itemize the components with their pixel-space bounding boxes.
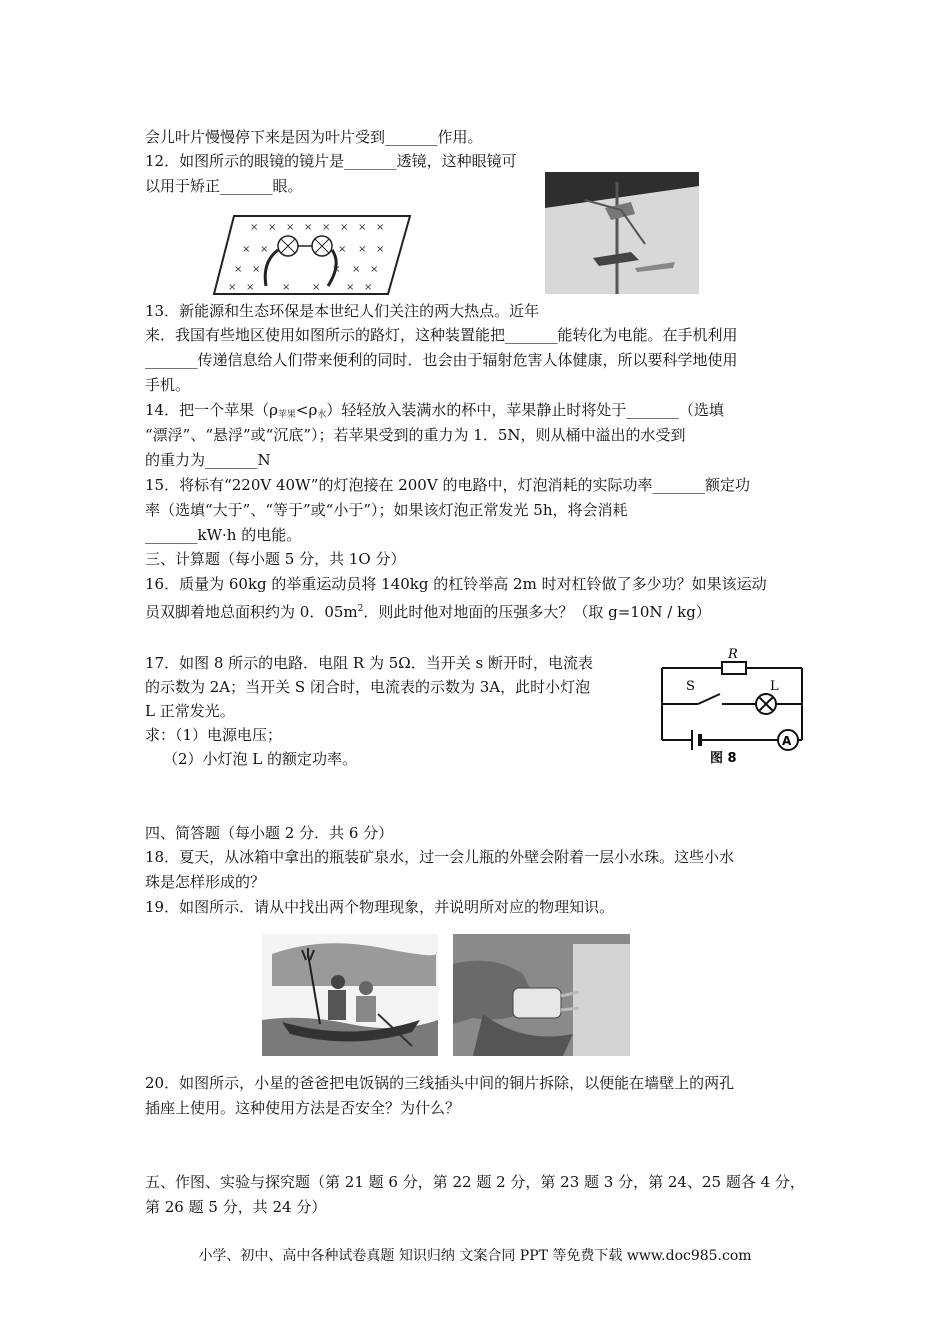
plug-photo — [453, 934, 630, 1056]
text-line: 会儿叶片慢慢停下来是因为叶片受到_______作用。 — [145, 128, 483, 146]
text-line: （2）小灯泡 L 的额定功率。 — [163, 750, 358, 768]
svg-text:×: × — [376, 244, 385, 255]
svg-text:×: × — [332, 264, 341, 275]
question-18: 18．夏天，从冰箱中拿出的瓶装矿泉水，过一会儿瓶的外壁会附着一层小水珠。这些小水 — [145, 848, 735, 866]
svg-text:×: × — [338, 244, 347, 255]
section-heading-3: 三、计算题（每小题 5 分，共 1O 分） — [145, 550, 406, 568]
page-footer: 小学、初中、高中各种试卷真题 知识归纳 文案合同 PPT 等免费下载 www.doc985.com — [198, 1248, 752, 1264]
text-line: 求：（1）电源电压； — [145, 726, 283, 744]
svg-text:×: × — [376, 222, 385, 233]
lamp-label: L — [770, 679, 779, 694]
svg-text:×: × — [250, 222, 259, 233]
svg-text:×: × — [268, 222, 277, 233]
question-17: 17．如图 8 所示的电路．电阻 R 为 5Ω．当开关 s 断开时，电流表 — [145, 654, 593, 672]
question-14 — [145, 399, 724, 426]
question-20: 20．如图所示，小星的爸爸把电饭锅的三线插头中间的铜片拆除，以便能在墙壁上的两孔 — [145, 1074, 735, 1092]
svg-text:×: × — [358, 244, 367, 255]
svg-text:×: × — [370, 264, 379, 275]
svg-text:×: × — [286, 222, 295, 233]
text-line: L 正常发光。 — [145, 702, 235, 720]
svg-text:×: × — [242, 244, 251, 255]
svg-text:×: × — [252, 264, 261, 275]
subscript-water: 水 — [317, 410, 327, 420]
svg-text:×: × — [282, 282, 291, 293]
circuit-diagram — [658, 642, 808, 767]
svg-text:×: × — [246, 282, 255, 293]
text-line: 珠是怎样形成的？ — [145, 873, 266, 891]
question-19: 19．如图所示．请从中找出两个物理现象，并说明所对应的物理知识。 — [145, 898, 615, 916]
resistor-label: R — [728, 647, 738, 662]
text-line: “漂浮”、“悬浮”或“沉底”）；若苹果受到的重力为 1．5N，则从桶中溢出的水受到 — [145, 426, 686, 444]
superscript: 2 — [357, 604, 364, 614]
question-13: 13．新能源和生态环保是本世纪人们关注的两大热点。近年 — [145, 302, 540, 320]
svg-text:×: × — [312, 282, 321, 293]
text-segment: 员双脚着地总面积约为 0．05m — [145, 603, 358, 621]
boat-illustration — [262, 934, 438, 1056]
text-segment: ．则此时他对地面的压强多大？（取 g=10N / kg） — [363, 603, 711, 621]
svg-text:×: × — [260, 244, 269, 255]
section-heading-4: 四、简答题（每小题 2 分．共 6 分） — [145, 824, 394, 842]
text-line: 插座上使用。这种使用方法是否安全？为什么？ — [145, 1099, 461, 1117]
wind-solar-street-lamp-photo — [545, 172, 699, 294]
text-line: 来．我国有些地区使用如图所示的路灯，这种装置能把_______能转化为电能。在手机利用 — [145, 326, 738, 344]
svg-text:×: × — [304, 222, 313, 233]
bulb-field-figure — [212, 214, 412, 296]
svg-text:×: × — [358, 222, 367, 233]
section-heading-5: 五、作图、实验与探究题（第 21 题 6 分，第 22 题 2 分，第 23 题 3 分，第 24、25 题各 4 分， — [145, 1173, 805, 1191]
figure-label: 图 8 — [710, 751, 737, 766]
text-line: 的示数为 2A；当开关 S 闭合时，电流表的示数为 3A，此时小灯泡 — [145, 678, 591, 696]
text-line: 以用于矫正_______眼。 — [145, 177, 303, 195]
svg-text:×: × — [234, 264, 243, 275]
text-segment: <ρ — [295, 401, 318, 419]
question-16: 16．质量为 60kg 的举重运动员将 140kg 的杠铃举高 2m 时对杠铃做了多少功？如果该运动 — [145, 575, 767, 593]
text-line: _______传递信息给人们带来便利的同时．也会由于辐射危害人体健康，所以要科学地使用 — [145, 351, 738, 369]
svg-text:×: × — [346, 282, 355, 293]
ammeter-label: A — [782, 734, 792, 748]
question-12: 12．如图所示的眼镜的镜片是_______透镜，这种眼镜可 — [145, 152, 517, 170]
text-line: 的重力为_______N — [145, 451, 271, 469]
svg-text:×: × — [352, 264, 361, 275]
text-line: _______kW·h 的电能。 — [145, 526, 302, 544]
text-line: 率（选填“大于”、“等于”或“小于”）；如果该灯泡正常发光 5h，将会消耗 — [145, 501, 628, 519]
text-line: 手机。 — [145, 376, 191, 394]
text-line — [145, 598, 711, 623]
question-15: 15．将标有“220V 40W”的灯泡接在 200V 的电路中，灯泡消耗的实际功率_______额定功 — [145, 476, 750, 494]
text-segment: 14．把一个苹果（ρ — [145, 401, 278, 419]
svg-text:×: × — [322, 222, 331, 233]
svg-text:×: × — [340, 222, 349, 233]
svg-text:×: × — [364, 282, 373, 293]
svg-text:×: × — [228, 282, 237, 293]
switch-label: S — [686, 679, 695, 694]
subscript-apple: 苹果 — [277, 410, 296, 420]
text-segment: ）轻轻放入装满水的杯中，苹果静止时将处于_______（选填 — [326, 401, 724, 419]
text-line: 第 26 题 5 分，共 24 分） — [145, 1198, 327, 1216]
